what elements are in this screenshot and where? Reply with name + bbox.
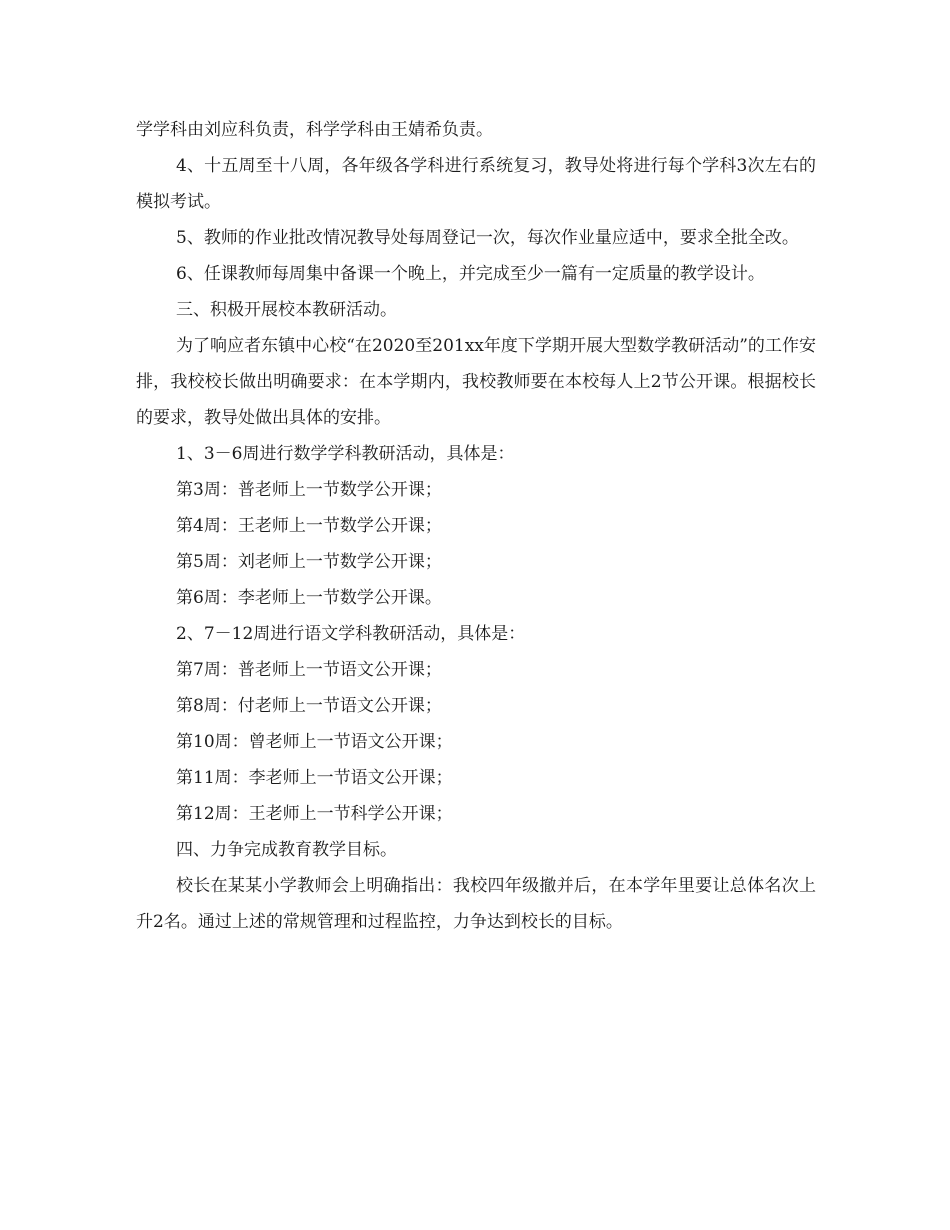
schedule-item: 第10周：曾老师上一节语文公开课； [176,732,453,752]
section-heading-3: 三、积极开展校本教研活动。 [176,300,397,320]
schedule-item: 第8周：付老师上一节语文公开课； [176,696,442,716]
schedule-item: 第3周：普老师上一节数学公开课； [176,480,442,500]
schedule-item: 第11周：李老师上一节语文公开课； [176,768,453,788]
paragraph-continuation: 学学科由刘应科负责，科学学科由王婧希负责。 [136,120,493,140]
paragraph-item-6: 6、任课教师每周集中备课一个晚上，并完成至少一篇有一定质量的教学设计。 [176,264,765,284]
paragraph-item-4: 4、十五周至十八周，各年级各学科进行系统复习，教导处将进行每个学科3次左右的模拟考试。 [136,156,816,212]
schedule-item: 第7周：普老师上一节语文公开课； [176,660,442,680]
list-heading-chinese: 2、7－12周进行语文学科教研活动，具体是： [176,624,526,644]
paragraph-item-5: 5、教师的作业批改情况教导处每周登记一次，每次作业量应适中，要求全批全改。 [176,228,799,248]
paragraph-intro: 为了响应者东镇中心校“在2020至201xx年度下学期开展大型数学教研活动”的工作安排，我校校长做出明确要求：在本学期内，我校教师要在本校每人上2节公开课。根据校长的要求，教导处做出具体的安排。 [136,336,816,428]
list-heading-math: 1、3－6周进行数学学科教研活动，具体是： [176,444,515,464]
schedule-item: 第12周：王老师上一节科学公开课； [176,804,453,824]
schedule-item: 第5周：刘老师上一节数学公开课； [176,552,442,572]
schedule-item: 第6周：李老师上一节数学公开课。 [176,588,442,608]
section-heading-4: 四、力争完成教育教学目标。 [176,840,397,860]
paragraph-conclusion: 校长在某某小学教师会上明确指出：我校四年级撤并后，在本学年里要让总体名次上升2名。通过上述的常规管理和过程监控，力争达到校长的目标。 [136,876,816,932]
schedule-item: 第4周：王老师上一节数学公开课； [176,516,442,536]
document-body [136,112,816,940]
